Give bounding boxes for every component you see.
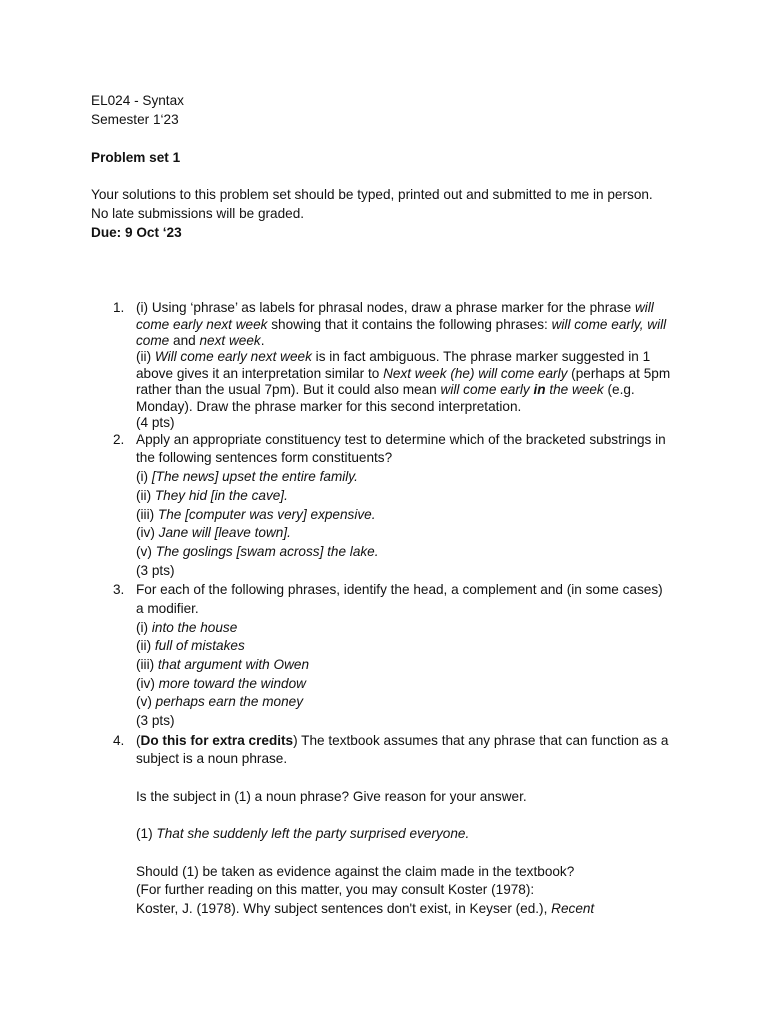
question-3-item: (ii) full of mistakes	[136, 638, 245, 653]
question-3-item: (v) perhaps earn the money	[136, 694, 304, 709]
question-1-number: 1.	[113, 300, 125, 315]
question-4-line-6: (For further reading on this matter, you may consult Koster (1978):	[136, 882, 535, 897]
question-2-item: (v) The goslings [swam across] the lake.	[136, 544, 379, 559]
question-1-line-3: come and next week.	[136, 333, 265, 348]
question-2-number: 2.	[113, 432, 125, 447]
question-2-points: (3 pts)	[136, 563, 175, 578]
question-2-item: (i) [The news] upset the entire family.	[136, 469, 358, 484]
question-3-item: (iii) that argument with Owen	[136, 657, 310, 672]
question-3-item: (i) into the house	[136, 620, 238, 635]
question-3-line-1: For each of the following phrases, identify the head, a complement and (in some cases)	[136, 582, 663, 597]
question-3-number: 3.	[113, 582, 125, 597]
question-2-item: (iii) The [computer was very] expensive.	[136, 507, 376, 522]
question-1-line-4: (ii) Will come early next week is in fact ambiguous. The phrase marker suggested in 1	[136, 349, 651, 364]
question-2-line-1: Apply an appropriate constituency test to determine which of the bracketed substrings in	[136, 432, 666, 447]
instructions-line-2: No late submissions will be graded.	[91, 206, 305, 221]
question-4-line-5: Should (1) be taken as evidence against the claim made in the textbook?	[136, 864, 575, 879]
question-4-line-1: (Do this for extra credits) The textbook assumes that any phrase that can function as a	[136, 733, 669, 748]
question-4-line-3: Is the subject in (1) a noun phrase? Give reason for your answer.	[136, 789, 527, 804]
question-4-example: (1) That she suddenly left the party surprised everyone.	[136, 826, 470, 841]
instructions-line-1: Your solutions to this problem set should be typed, printed out and submitted to me in person.	[91, 187, 653, 202]
question-4-number: 4.	[113, 733, 125, 748]
question-1-line-6: rather than the usual 7pm). But it could also mean will come early in the week (e.g.	[136, 382, 635, 397]
course-code: EL024 - Syntax	[91, 93, 184, 108]
question-3-item: (iv) more toward the window	[136, 676, 306, 691]
problem-set-title: Problem set 1	[91, 150, 181, 165]
question-3-points: (3 pts)	[136, 713, 175, 728]
question-1-line-1: (i) Using ‘phrase’ as labels for phrasal nodes, draw a phrase marker for the phrase will	[136, 300, 654, 315]
question-4-line-2: subject is a noun phrase.	[136, 751, 288, 766]
question-3-line-2: a modifier.	[136, 601, 199, 616]
question-2-item: (iv) Jane will [leave town].	[136, 525, 291, 540]
semester: Semester 1‘23	[91, 112, 179, 127]
question-2-line-2: the following sentences form constituents?	[136, 450, 393, 465]
due-date: Due: 9 Oct ‘23	[91, 225, 182, 240]
question-4-line-7: Koster, J. (1978). Why subject sentences don't exist, in Keyser (ed.), Recent	[136, 901, 595, 916]
question-1-line-2: come early next week showing that it contains the following phrases: will come early, will	[136, 317, 667, 332]
question-1-points: (4 pts)	[136, 415, 175, 430]
question-1-line-5: above gives it an interpretation similar to Next week (he) will come early (perhaps at 5pm	[136, 366, 671, 381]
question-2-item: (ii) They hid [in the cave].	[136, 488, 288, 503]
question-1-line-7: Monday). Draw the phrase marker for this second interpretation.	[136, 399, 522, 414]
